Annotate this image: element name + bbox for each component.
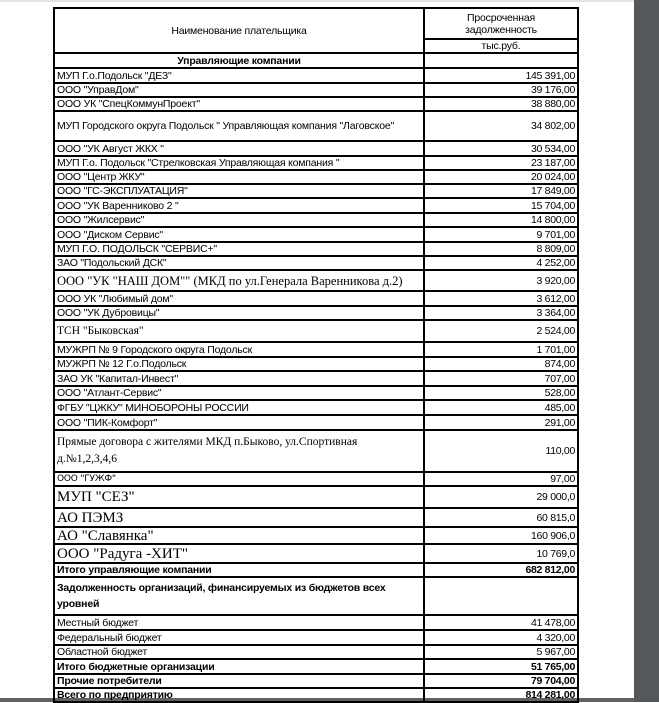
- payer-name: ЗАО "Подольский ДСК": [54, 256, 424, 270]
- other-label: Прочие потребители: [54, 674, 424, 688]
- table-row: [54, 170, 578, 184]
- total-row-budget: [54, 659, 578, 674]
- table-row: [54, 472, 578, 486]
- payer-name: ЗАО УК "Капитал-Инвест": [54, 371, 424, 386]
- debt-value: 160 906,0: [424, 527, 578, 544]
- table-row: [54, 242, 578, 256]
- payer-name: ООО УК "СпецКоммунПроект": [54, 97, 424, 111]
- debt-value: 10 769,0: [424, 544, 578, 563]
- table-row: [54, 227, 578, 242]
- table-row: [54, 184, 578, 198]
- payer-name: ООО "УК "НАШ ДОМ"" (МКД по ул.Генерала Варенникова д.2): [54, 270, 424, 291]
- debt-value: 3 920,00: [424, 270, 578, 291]
- table-row: [54, 371, 578, 386]
- debt-value: 15 704,00: [424, 198, 578, 213]
- payer-name-line2: д.№1,2,3,4,6: [57, 453, 117, 465]
- payer-name: ООО УК "Любимый дом": [54, 291, 424, 306]
- table-row: [54, 508, 578, 527]
- total-value: 51 765,00: [424, 659, 578, 674]
- section-title-budget-line2: уровней: [57, 598, 100, 610]
- debt-value: 97,00: [424, 472, 578, 486]
- section-title-budget: [54, 577, 424, 615]
- table-row: [54, 141, 578, 156]
- payer-name: ООО "Радуга -ХИТ": [54, 544, 424, 563]
- payer-name: [54, 430, 424, 472]
- table-row: [54, 430, 578, 472]
- table-row: [54, 291, 578, 306]
- table-row: [54, 83, 578, 97]
- total-label: Итого бюджетные организации: [54, 659, 424, 674]
- other-value: 79 704,00: [424, 674, 578, 688]
- debt-value: 23 187,00: [424, 156, 578, 170]
- table-row: [54, 615, 578, 630]
- payer-name: ООО "УК Август ЖКХ ": [54, 141, 424, 156]
- debt-value: 110,00: [424, 430, 578, 472]
- section-title-budget-line1: Задолженность организаций, финансируемых из бюджетов всех: [57, 582, 386, 594]
- debt-value: 4 320,00: [424, 630, 578, 645]
- header-unit: тыс.руб.: [424, 39, 578, 53]
- table-row: [54, 357, 578, 371]
- debt-value: 874,00: [424, 357, 578, 371]
- table-row: [54, 400, 578, 415]
- table-row: [54, 256, 578, 270]
- debt-value: 9 701,00: [424, 227, 578, 242]
- grand-total-value: 814 281,00: [424, 688, 578, 702]
- debt-value: 60 815,0: [424, 508, 578, 527]
- grand-total-label: Всего по предприятию: [54, 688, 424, 702]
- payer-name: МУЖРП № 9 Городского округа Подольск: [54, 342, 424, 357]
- table-row: [54, 342, 578, 357]
- payer-name: ООО "УК Варенниково 2 ": [54, 198, 424, 213]
- debt-value: 14 800,00: [424, 213, 578, 227]
- header-overdue-line2: задолженность: [465, 23, 537, 36]
- header-overdue-line1: Просроченная: [467, 11, 535, 24]
- table-row: [54, 270, 578, 291]
- debt-value: 3 364,00: [424, 306, 578, 320]
- debt-value: 5 967,00: [424, 645, 578, 659]
- table-row: [54, 111, 578, 141]
- table-row: [54, 68, 578, 83]
- debt-value: 8 809,00: [424, 242, 578, 256]
- payer-name: ФГБУ "ЦЖКУ" МИНОБОРОНЫ РОССИИ: [54, 400, 424, 415]
- table-row: [54, 645, 578, 659]
- total-label: Итого управляющие компании: [54, 563, 424, 577]
- total-value: 682 812,00: [424, 563, 578, 577]
- grand-total-row: [54, 688, 578, 702]
- debt-value: 2 524,00: [424, 320, 578, 342]
- debt-value: 39 176,00: [424, 83, 578, 97]
- debt-value: 528,00: [424, 386, 578, 400]
- budget-name: Федеральный бюджет: [54, 630, 424, 645]
- payer-name-line1: Прямые договора с жителями МКД п.Быково, ул.Спортивная: [57, 436, 358, 448]
- table-row: [54, 386, 578, 400]
- debt-value: 29 000,0: [424, 486, 578, 508]
- viewer-top-edge: [0, 0, 634, 2]
- payer-name: ООО "ГУЖФ": [54, 472, 424, 486]
- table-row: [54, 306, 578, 320]
- overdue-debt-table: [53, 7, 579, 703]
- payer-name: ООО "УК Дубровицы": [54, 306, 424, 320]
- table-row: [54, 486, 578, 508]
- debt-value: 34 802,00: [424, 111, 578, 141]
- table-row: [54, 630, 578, 645]
- budget-name: Местный бюджет: [54, 615, 424, 630]
- payer-name: МУП Городского округа Подольск " Управляющая компания "Лаговское": [54, 111, 424, 141]
- other-consumers-row: [54, 674, 578, 688]
- table-row: [54, 213, 578, 227]
- section-title-management: Управляющие компании: [54, 53, 424, 68]
- total-row-management: [54, 563, 578, 577]
- debt-value: 17 849,00: [424, 184, 578, 198]
- payer-name: ООО "УправДом": [54, 83, 424, 97]
- payer-name: АО ПЭМЗ: [54, 508, 424, 527]
- viewer-scrollbar[interactable]: [634, 0, 659, 702]
- payer-name: ООО "Центр ЖКУ": [54, 170, 424, 184]
- debt-value: 30 534,00: [424, 141, 578, 156]
- payer-name: АО "Славянка": [54, 527, 424, 544]
- budget-name: Областной бюджет: [54, 645, 424, 659]
- debt-value: 41 478,00: [424, 615, 578, 630]
- table-row: [54, 527, 578, 544]
- table-row: [54, 320, 578, 342]
- section-title-empty: [424, 53, 578, 68]
- table-row: [54, 544, 578, 563]
- payer-name: ООО "ПИК-Комфорт": [54, 415, 424, 430]
- debt-value: 145 391,00: [424, 68, 578, 83]
- payer-name: МУП Г.о.Подольск "ДЕЗ": [54, 68, 424, 83]
- debt-value: 485,00: [424, 400, 578, 415]
- debt-value: 1 701,00: [424, 342, 578, 357]
- payer-name: ООО "Диском Сервис": [54, 227, 424, 242]
- table-row: [54, 97, 578, 111]
- debt-value: 291,00: [424, 415, 578, 430]
- payer-name: ООО "ГС-ЭКСПЛУАТАЦИЯ": [54, 184, 424, 198]
- table-row: [54, 156, 578, 170]
- header-payer-name: Наименование плательщика: [54, 8, 424, 53]
- header-overdue-debt: [424, 8, 578, 39]
- table-row: [54, 415, 578, 430]
- debt-value: 38 880,00: [424, 97, 578, 111]
- payer-name: МУП Г.о. Подольск "Стрелковская Управляющая компания ": [54, 156, 424, 170]
- payer-name: ООО "Жилсервис": [54, 213, 424, 227]
- payer-name: МУП Г.О. ПОДОЛЬСК "СЕРВИС+": [54, 242, 424, 256]
- payer-name: МУП "СЕЗ": [54, 486, 424, 508]
- section-title-empty: [424, 577, 578, 615]
- debt-value: 707,00: [424, 371, 578, 386]
- payer-name: ООО "Атлант-Сервис": [54, 386, 424, 400]
- section-title-budget-row: [54, 577, 578, 615]
- payer-name: ТСН "Быковская": [54, 320, 424, 342]
- table-row: [54, 198, 578, 213]
- debt-value: 20 024,00: [424, 170, 578, 184]
- debt-value: 3 612,00: [424, 291, 578, 306]
- debt-value: 4 252,00: [424, 256, 578, 270]
- payer-name: МУЖРП № 12 Г.о.Подольск: [54, 357, 424, 371]
